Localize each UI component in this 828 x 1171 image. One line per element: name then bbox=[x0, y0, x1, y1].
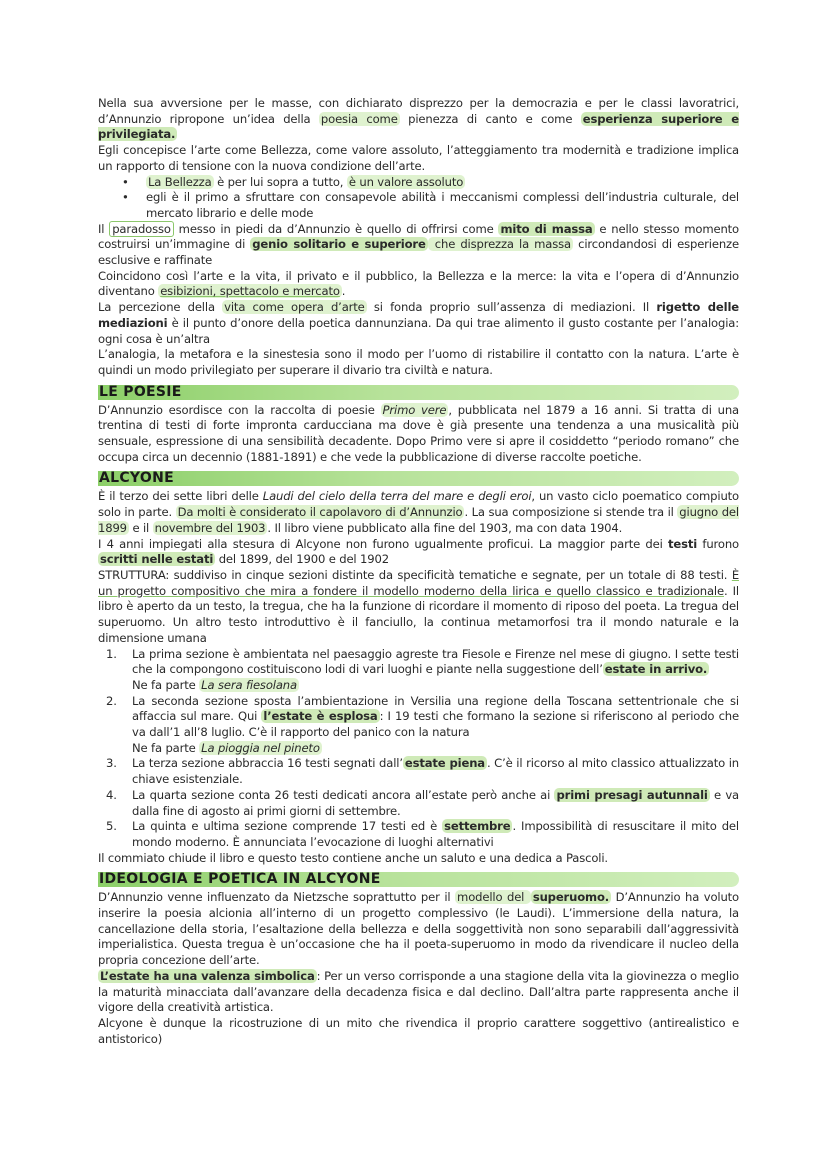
text: pienezza di canto e come bbox=[399, 111, 581, 126]
list-number: 4. bbox=[106, 787, 117, 802]
text: STRUTTURA: suddiviso in cinque sezioni distinte da specificità tematiche e segnate, per un totale di 88 testi. bbox=[98, 567, 732, 582]
text: Coincidono così l’arte e la vita, il privato e il pubblico, la Bellezza e la merce: la vita e l’opera di d’Annunzio diventano bbox=[98, 268, 739, 299]
list-item bbox=[106, 787, 739, 819]
highlight: giugno del 1899 bbox=[98, 505, 739, 535]
text: , pubblicata nel 1879 a 16 anni. Si tratta di una trentina di testi di forte impronta carducciana ma dove è già presente una tendenza a una musicalità più sensuale, espressione di una sensibilità decadente. Dopo Primo vere si apre il cosiddetto “periodo romano” che occupa circa un decennio (1881-1891) e che vede la pubblicazione di diverse raccolte poetiche. bbox=[98, 402, 739, 464]
text: Nella sua avversione per le masse, con dichiarato disprezzo per la democrazia e per le classi lavoratrici, d’Annunzio ripropone un’idea della bbox=[98, 96, 739, 126]
bold-highlight: l’estate è esplosa bbox=[263, 709, 378, 724]
text: D’Annunzio venne influenzato da Nietzsche soprattutto per il bbox=[98, 890, 456, 905]
highlight: che disprezza la massa bbox=[429, 237, 571, 252]
paragraph-conclusione: Alcyone è dunque la ricostruzione di un mito che rivendica il proprio carattere soggettivo (antirealistico e antistorico) bbox=[98, 1015, 739, 1046]
bold-text: testi bbox=[668, 536, 698, 551]
bold-highlight: estate in arrivo. bbox=[604, 662, 708, 677]
bold-highlight: primi presagi autunnali bbox=[556, 787, 708, 802]
italic-highlight: La sera fiesolana bbox=[201, 677, 297, 692]
bold-highlight: settembre bbox=[444, 819, 511, 834]
bullet-item: • egli è il primo a sfruttare con consapevole abilità i meccanismi complessi dell’industria culturale, del mercato librario e delle mode bbox=[146, 190, 739, 221]
bold-highlight: L’estate ha una valenza simbolica bbox=[100, 968, 315, 983]
text: e nello stesso momento costruirsi un’immagine di bbox=[98, 221, 739, 252]
text: La seconda sezione sposta l’ambientazione in Versilia una regione della Toscana settentrionale che si affaccia sul mare. Qui bbox=[132, 693, 739, 724]
list-item bbox=[106, 756, 739, 787]
italic-text: Laudi del cielo della terra del mare e degli eroi bbox=[262, 489, 532, 504]
text: Ne fa parte bbox=[132, 677, 200, 692]
text: . La sua composizione si stende tra il bbox=[464, 505, 678, 520]
list-number: 2. bbox=[106, 693, 117, 708]
boxed-word: paradosso bbox=[109, 221, 174, 237]
paragraph-primo-vere bbox=[98, 403, 739, 466]
text: furono bbox=[697, 536, 739, 551]
paragraph-estate-simbolica bbox=[98, 969, 739, 1016]
section-heading-le-poesie bbox=[98, 385, 739, 400]
text: , un vasto ciclo poematico compiuto solo in parte. bbox=[98, 489, 739, 520]
highlight: modello del bbox=[457, 890, 529, 905]
text: : Per un verso corrisponde a una stagione della vita la giovinezza o meglio la maturità minacciata dall’avanzare della decadenza fisica e dal declino. Dall’altra parte rappresenta anche il vigore della creatività artistica. bbox=[98, 968, 739, 1015]
text: D’Annunzio ha voluto inserire la poesia alcionia all’interno di un progetto complessivo (le Laudi). L’immersione della natura, la cancellazione della storia, l’esaltazione della bellezza e della soggettività non sono separabili dall’aggressività imperialistica. Questa tregua è un’occasione che ha il poeta-superuomo in modo da rivendicare il nucleo della propria concezione dell’arte. bbox=[98, 890, 740, 968]
section-heading-alcyone bbox=[98, 471, 739, 486]
text: È il terzo dei sette libri delle bbox=[98, 489, 263, 504]
document-body bbox=[98, 96, 739, 1047]
bold-highlight: estate piena bbox=[404, 756, 485, 771]
paragraph-paradosso bbox=[98, 222, 739, 269]
text: D’Annunzio esordisce con la raccolta di poesie bbox=[98, 402, 381, 417]
list-item bbox=[106, 819, 739, 850]
paragraph-laudi bbox=[98, 489, 739, 536]
text: : I 19 testi che formano la sezione si riferiscono al periodo che va dall’1 all’8 luglio. C’è il rapporto del panico con la natura bbox=[132, 709, 739, 740]
text: circondandosi di esperienze esclusive e raffinate bbox=[98, 237, 739, 268]
bold-text: rigetto delle mediazioni bbox=[98, 300, 739, 330]
bold-highlight: superuomo. bbox=[532, 890, 610, 905]
highlight: è un valore assoluto bbox=[348, 174, 464, 189]
list-item bbox=[106, 693, 739, 757]
bold-highlight: esperienza superiore e privilegiata. bbox=[98, 111, 739, 142]
text: I 4 anni impiegati alla stesura di Alcyone non furono ugualmente proficui. La maggior parte dei bbox=[98, 536, 668, 551]
paragraph-arte-vita bbox=[98, 269, 739, 300]
text: . Impossibilità di resuscitare il mito del mondo moderno. È annunciata l’evocazione di luoghi alternativi bbox=[132, 819, 739, 849]
text: . Il libro viene pubblicato alla fine del 1903, ma con data 1904. bbox=[267, 520, 623, 535]
text: Ne fa parte bbox=[132, 740, 200, 755]
text: e va dalla fine di agosto ai primi giorni di settembre. bbox=[132, 787, 739, 818]
text: del 1899, del 1900 e del 1902 bbox=[215, 552, 389, 567]
list-number: 1. bbox=[106, 646, 117, 661]
highlight: La Bellezza bbox=[148, 174, 212, 189]
list-number: 3. bbox=[106, 756, 117, 771]
text: e il bbox=[128, 520, 153, 535]
italic-highlight: Primo vere bbox=[382, 402, 447, 417]
bullet-item bbox=[146, 175, 739, 191]
italic-highlight: La pioggia nel pineto bbox=[201, 740, 320, 755]
highlight: novembre del 1903 bbox=[154, 520, 266, 535]
paragraph-commiato: Il commiato chiude il libro e questo testo contiene anche un saluto e una dedica a Pascoli. bbox=[98, 850, 608, 865]
bullet-list bbox=[98, 175, 739, 222]
bold-highlight: mito di massa bbox=[500, 221, 593, 236]
text: La terza sezione abbraccia 16 testi segnati dall’ bbox=[132, 756, 403, 771]
underlined-highlight: esibizioni, spettacolo e mercato bbox=[160, 284, 340, 299]
text: . C’è il ricorso al mito classico attualizzato in chiave esistenziale. bbox=[132, 756, 739, 787]
paragraph-analogia: L’analogia, la metafora e la sinestesia sono il modo per l’uomo di ristabilire il contatto con la natura. L’arte è quindi un modo privilegiato per superare il divario tra civiltà e natura. bbox=[98, 347, 739, 377]
paragraph-struttura bbox=[98, 568, 739, 647]
text: La quarta sezione conta 26 testi dedicati ancora all’estate però anche ai bbox=[132, 787, 555, 802]
paragraph-masse bbox=[98, 96, 739, 143]
paragraph-nietzsche bbox=[98, 890, 739, 969]
underlined-text: È un progetto compositivo che mira a fondere il modello moderno della lirica e quello classico e tradizionale bbox=[98, 567, 739, 598]
highlight: Da molti è considerato il capolavoro di d’Annunzio bbox=[177, 505, 463, 520]
text: si fonda proprio sull’assenza di mediazioni. Il bbox=[366, 300, 657, 315]
paragraph-stesura bbox=[98, 537, 739, 568]
text: Il bbox=[98, 221, 110, 236]
list-number: 5. bbox=[106, 819, 117, 834]
text: è il punto d’onore della poetica dannunziana. Da qui trae alimento il gusto costante per l’analogia: ogni cosa è un’altra bbox=[98, 315, 739, 346]
sections-list bbox=[98, 647, 739, 851]
text: . bbox=[341, 284, 346, 299]
heading-text: LE POESIE bbox=[99, 383, 182, 400]
highlight: vita come opera d’arte bbox=[224, 300, 365, 315]
paragraph-mediazioni bbox=[98, 300, 739, 347]
text: La percezione della bbox=[98, 300, 223, 315]
text: La prima sezione è ambientata nel paesaggio agreste tra Fiesole e Firenze nel mese di giugno. I sette testi che la compongono costituiscono lodi di vari luoghi e piante nella suggestione dell’ bbox=[132, 646, 739, 677]
bold-highlight: scritti nelle estati bbox=[100, 552, 214, 567]
highlight: poesia come bbox=[320, 111, 398, 126]
list-item bbox=[106, 646, 739, 694]
heading-text: ALCYONE bbox=[99, 470, 174, 487]
heading-text: IDEOLOGIA E POETICA IN ALCYONE bbox=[99, 871, 381, 888]
text: La quinta e ultima sezione comprende 17 testi ed è bbox=[132, 819, 443, 834]
paragraph-bellezza: Egli concepisce l’arte come Bellezza, come valore assoluto, l’atteggiamento tra modernità e tradizione implica un rapporto di tensione con la nuova condizione dell’arte. bbox=[98, 143, 739, 173]
text: messo in piedi da d’Annunzio è quello di offrirsi come bbox=[173, 221, 499, 236]
bold-highlight: genio solitario e superiore bbox=[252, 237, 426, 252]
text: è per lui sopra a tutto, bbox=[213, 174, 347, 189]
text: . Il libro è aperto da un testo, la tregua, che ha la funzione di ricordare il momento di riposo del poeta. La tregua del superuomo. Un altro testo introduttivo è il fanciullo, la continua metamorfosi tra il mondo naturale e la dimensione umana bbox=[98, 583, 739, 645]
section-heading-ideologia bbox=[98, 872, 739, 887]
